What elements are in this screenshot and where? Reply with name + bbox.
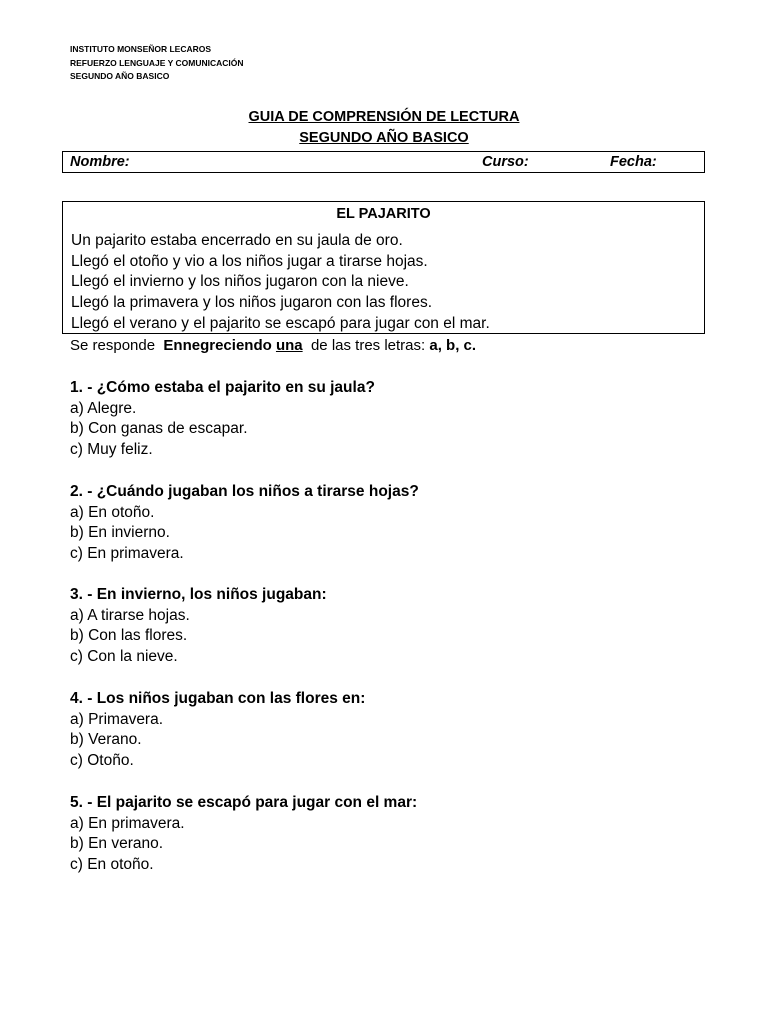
story-title: EL PAJARITO	[336, 206, 431, 222]
date-field-label: Fecha:	[610, 154, 657, 170]
grade-name: SEGUNDO AÑO BASICO	[70, 71, 170, 81]
story-text	[71, 231, 490, 335]
answer-option[interactable]: b) En verano.	[70, 835, 164, 853]
question-text: 3. - En invierno, los niños jugaban:	[70, 586, 327, 603]
course-field-label: Curso:	[482, 154, 529, 170]
story-line: Llegó el otoño y vio a los niños jugar a tirarse hojas.	[71, 252, 428, 270]
answer-option[interactable]: a) A tirarse hojas.	[70, 606, 190, 624]
story-line: Llegó el invierno y los niños jugaron con la nieve.	[71, 273, 409, 291]
subject-name: REFUERZO LENGUAJE Y COMUNICACIÓN	[70, 57, 244, 68]
question-text: 1. - ¿Cómo estaba el pajarito en su jaula?	[70, 379, 375, 396]
question-text: 4. - Los niños jugaban con las flores en:	[70, 690, 366, 707]
question-block	[70, 378, 375, 461]
story-line: Llegó el verano y el pajarito se escapó para jugar con el mar.	[71, 314, 490, 332]
instructions-letters: a, b, c.	[429, 337, 477, 354]
question-block	[70, 482, 419, 565]
instructions-bold-word: Ennegreciendo	[163, 337, 272, 354]
question-text: 5. - El pajarito se escapó para jugar con el mar:	[70, 794, 418, 811]
answer-option[interactable]: c) Otoño.	[70, 752, 134, 770]
instructions-prefix: Se responde	[70, 337, 156, 354]
answer-option[interactable]: a) En otoño.	[70, 503, 155, 521]
institution-name: INSTITUTO MONSEÑOR LECAROS	[70, 44, 212, 54]
answer-option[interactable]: a) Alegre.	[70, 399, 137, 417]
question-text: 2. - ¿Cuándo jugaban los niños a tirarse hojas?	[70, 483, 419, 500]
story-line: Un pajarito estaba encerrado en su jaula de oro.	[71, 232, 403, 249]
answer-option[interactable]: b) Con ganas de escapar.	[70, 420, 248, 438]
worksheet-subtitle: SEGUNDO AÑO BASICO	[299, 130, 469, 146]
student-info-box	[62, 151, 705, 173]
answer-option[interactable]: c) Muy feliz.	[70, 441, 153, 459]
answer-option[interactable]: c) Con la nieve.	[70, 648, 178, 666]
answer-option[interactable]: c) En primavera.	[70, 545, 184, 563]
instructions-middle: de las tres letras:	[310, 337, 426, 354]
worksheet-title: GUIA DE COMPRENSIÓN DE LECTURA	[248, 109, 520, 125]
answer-option[interactable]: c) En otoño.	[70, 856, 154, 874]
answer-option[interactable]: a) En primavera.	[70, 814, 185, 832]
story-line: Llegó la primavera y los niños jugaron con las flores.	[71, 294, 432, 312]
question-block	[70, 793, 417, 876]
answer-option[interactable]: b) Con las flores.	[70, 627, 188, 645]
instructions-underlined-word: una	[275, 337, 303, 354]
question-block	[70, 585, 327, 668]
answer-option[interactable]: b) Verano.	[70, 731, 142, 749]
story-box	[62, 201, 705, 334]
answer-option[interactable]: a) Primavera.	[70, 710, 164, 728]
answer-instructions	[70, 337, 476, 354]
answer-option[interactable]: b) En invierno.	[70, 524, 170, 542]
question-block	[70, 689, 365, 772]
school-header	[70, 43, 243, 84]
name-field-label: Nombre:	[70, 154, 130, 170]
